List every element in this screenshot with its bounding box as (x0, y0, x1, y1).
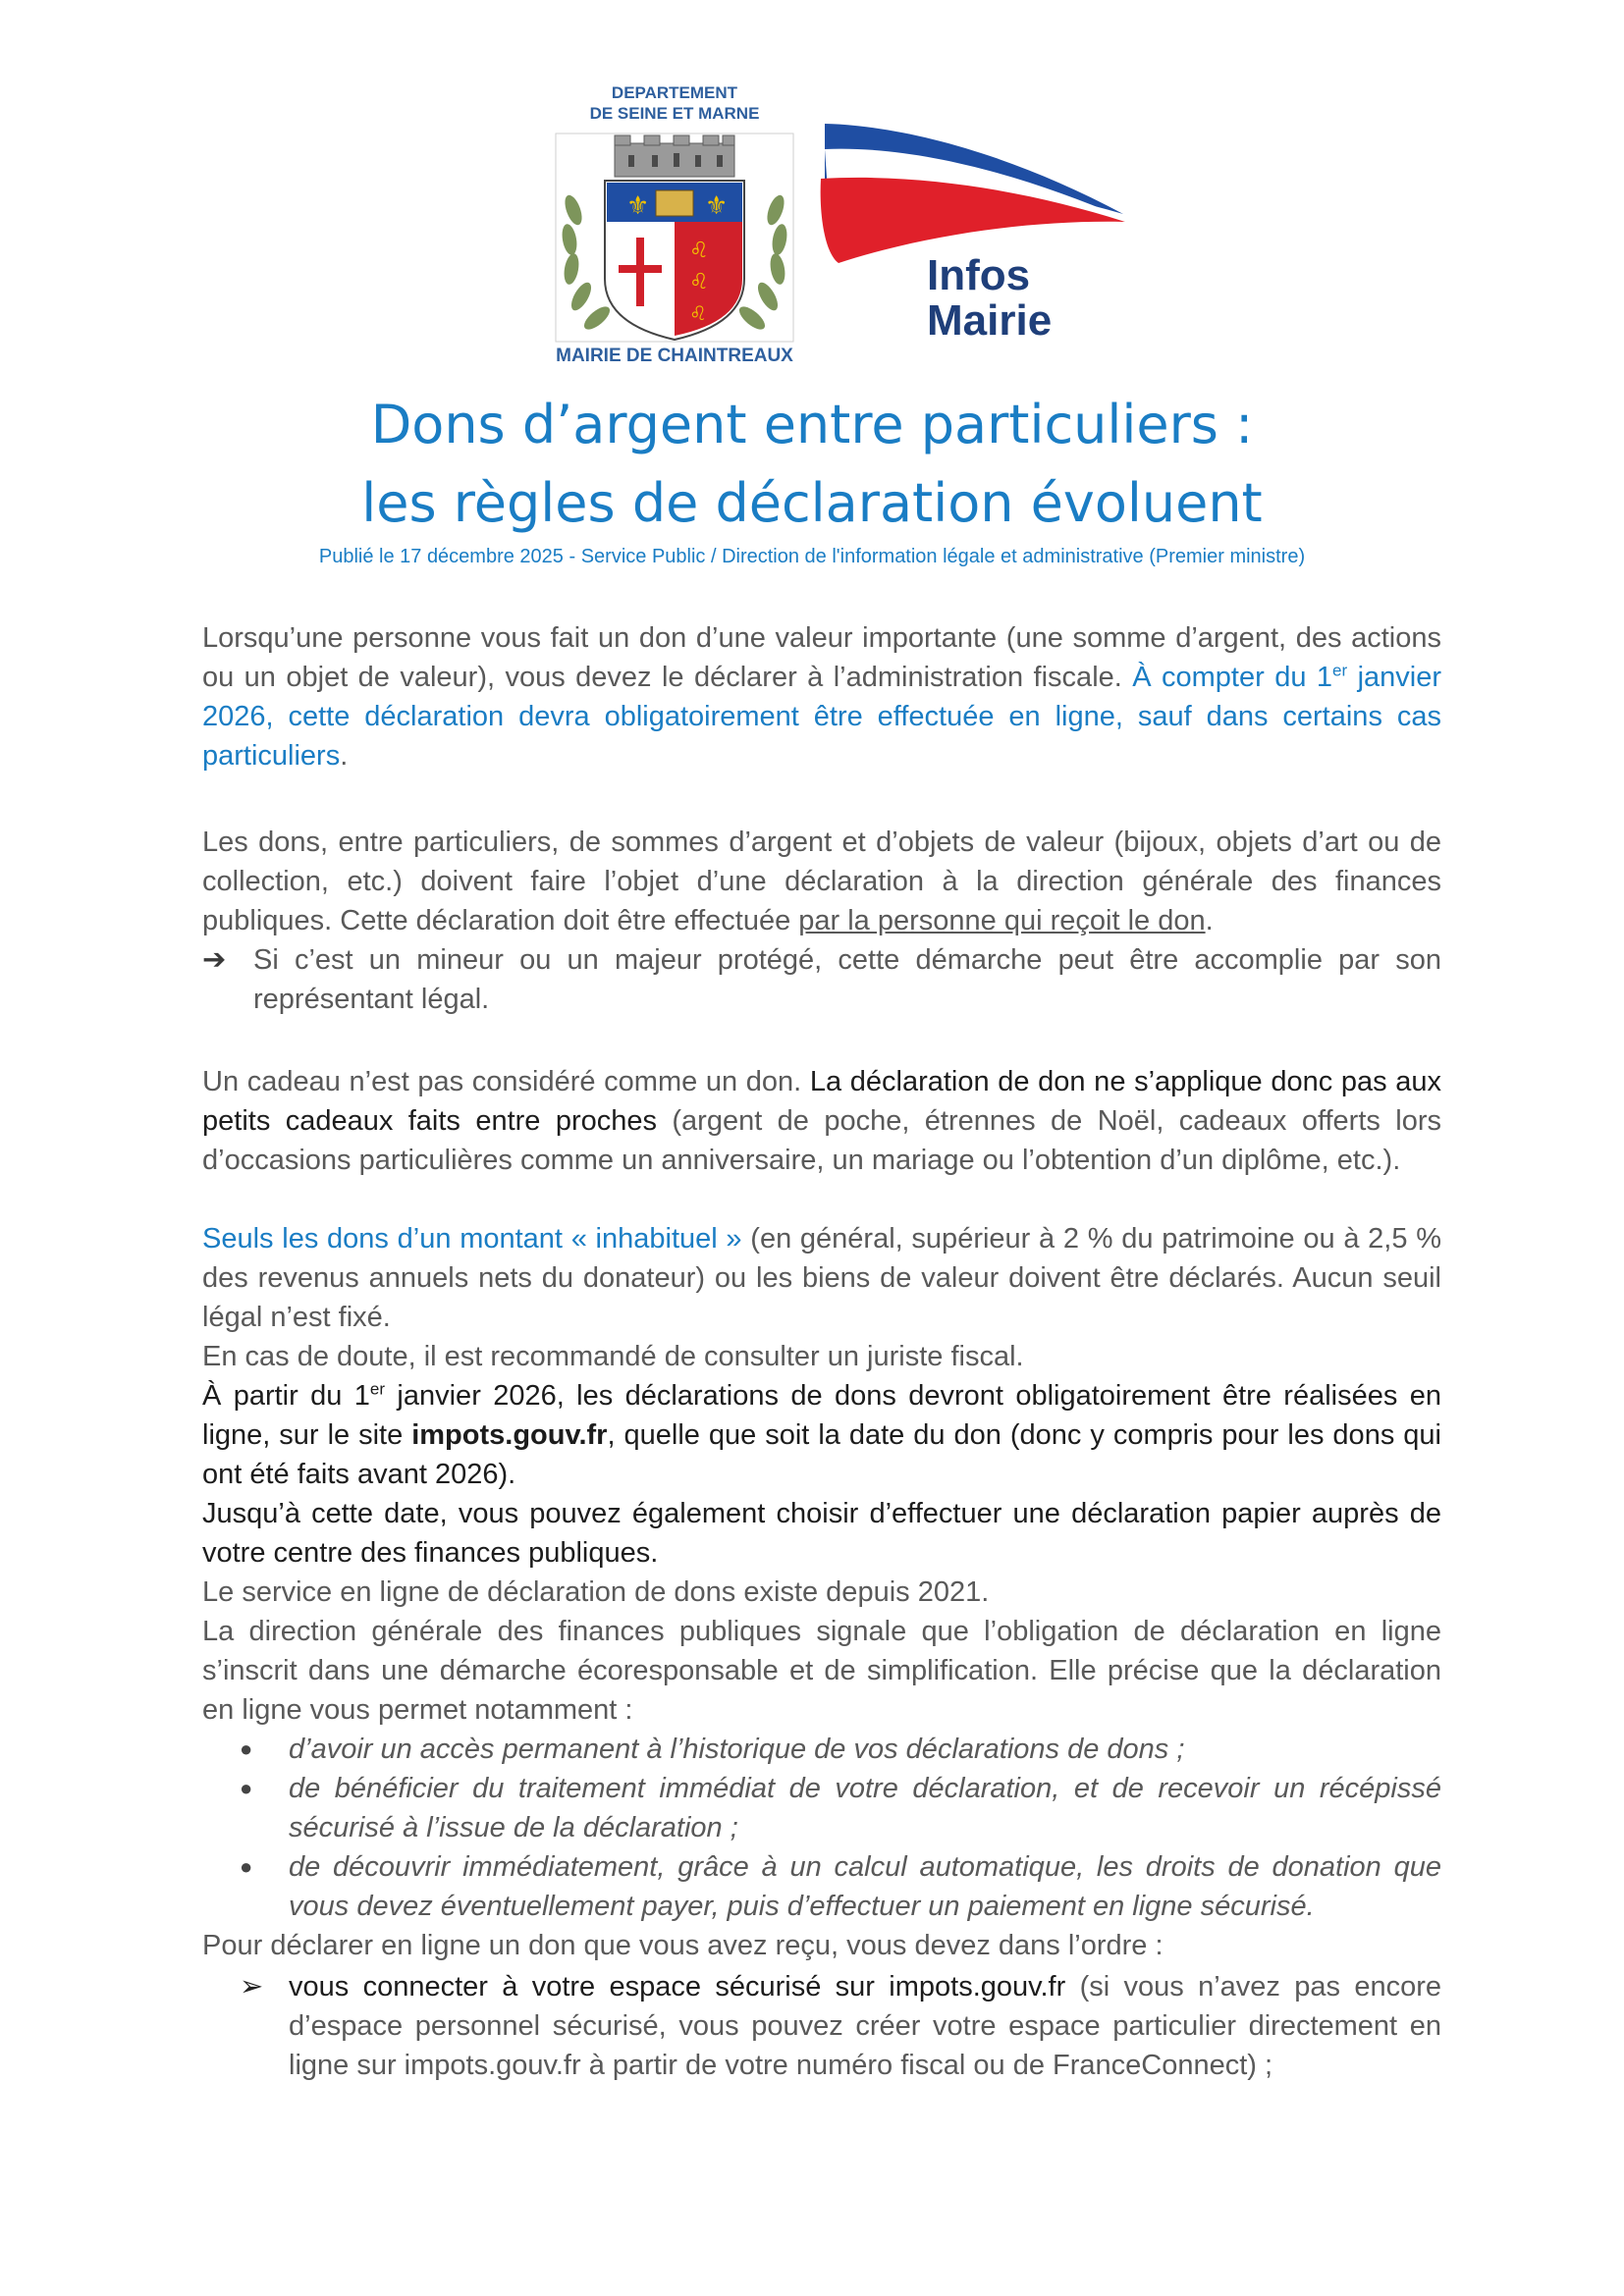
service-since-paragraph: Le service en ligne de déclaration de dons existe depuis 2021. (202, 1576, 990, 1608)
right-arrow-icon: ➔ (202, 944, 227, 976)
step-1-details: (si vous n’avez pas encore d’espace personnel sécurisé, vous pouvez créer votre espace particulier directement en ligne sur impots.gouv.fr à partir de votre numéro fiscal ou de FranceConnect) ; (289, 1971, 1442, 2081)
tricolor-swoosh-icon (817, 116, 1131, 263)
online-sup: er (369, 1379, 386, 1399)
online-text-mid: janvier 2026, les déclarations de dons devront obligatoirement être réalisées en ligne, sur le site (202, 1380, 1441, 1451)
gift-text: Un cadeau n’est pas considéré comme un don. (202, 1066, 810, 1097)
intro-highlight-sup: er (1332, 661, 1348, 680)
coat-of-arms-icon (550, 132, 799, 346)
municipal-crest-logo (542, 82, 807, 369)
declaration-text: Les dons, entre particuliers, de sommes d’argent et d’objets de valeur (bijoux, objets d’art ou de collection, etc.) doivent faire l’objet d’une déclaration à la direction générale des finances publiques. Cette déclaration doit être effectuée (202, 827, 1441, 936)
crest-department-label (542, 82, 807, 124)
svg-text:♌: ♌ (689, 239, 709, 263)
threshold-highlight: Seuls les dons d’un montant « inhabituel » (202, 1223, 742, 1255)
online-text-start: À partir du 1 (202, 1380, 370, 1412)
online-text-end: , quelle que soit la date du don (donc y compris pour les dons qui ont été faits avant 2026). (202, 1419, 1441, 1490)
intro-text: Lorsqu’une personne vous fait un don d’une valeur importante (une somme d’argent, des actions ou un objet de valeur), vous devez le déclarer à l’administration fiscale. (202, 622, 1441, 693)
threshold-paragraph (202, 1219, 1441, 1337)
dgfip-paragraph: La direction générale des finances publiques signale que l’obligation de déclaration en ligne s’inscrit dans une démarche écoresponsable et de simplification. Elle précise que la déclaration en ligne vous permet notamment : (202, 1616, 1441, 1726)
bullet-icon: ● (240, 1736, 253, 1761)
bullet-icon: ● (240, 1854, 253, 1879)
chevron-right-icon: ➢ (240, 1971, 264, 2002)
online-obligation-paragraph (202, 1376, 1441, 1494)
svg-text:⚜: ⚜ (705, 191, 729, 221)
threshold-text: (en général, supérieur à 2 % du patrimoine ou à 2,5 % des revenus annuels nets du donateur) ou les biens de valeur doivent être déclarés. Aucun seuil légal n’est fixé. (202, 1223, 1441, 1333)
crest-department-line1: DEPARTEMENT (611, 83, 738, 102)
gift-paragraph (202, 1062, 1441, 1180)
infos-wordmark-line2: Mairie (927, 296, 1053, 345)
benefit-text-3: de découvrir immédiatement, grâce à un calcul automatique, les droits de donation que vous devez éventuellement payer, puis d’effectuer un paiement en ligne sécurisé. (289, 1851, 1441, 1922)
page-title-line2: les règles de déclaration évoluent (361, 472, 1263, 534)
impots-site-link[interactable]: impots.gouv.fr (411, 1419, 608, 1451)
arrow-note (202, 940, 1441, 1019)
gift-examples: (argent de poche, étrennes de Noël, cadeaux offerts lors d’occasions particulières comme un anniversaire, un mariage ou l’obtention d’un diplôme, etc.). (202, 1105, 1442, 1176)
page-title-line1: Dons d’argent entre particuliers : (370, 394, 1254, 455)
svg-text:♌: ♌ (689, 270, 709, 294)
bullet-icon: ● (240, 1776, 253, 1800)
benefit-text-2: de bénéficier du traitement immédiat de votre déclaration, et de recevoir un récépissé sécurisé à l’issue de la déclaration ; (289, 1773, 1441, 1843)
steps-intro-paragraph: Pour déclarer en ligne un don que vous avez reçu, vous devez dans l’ordre : (202, 1930, 1164, 1961)
benefit-item (240, 1730, 1441, 1769)
crest-department-line2: DE SEINE ET MARNE (589, 104, 760, 123)
step-1-highlight: vous connecter à votre espace sécurisé sur impots.gouv.fr (289, 1971, 1066, 2002)
advice-paragraph: En cas de doute, il est recommandé de consulter un juriste fiscal. (202, 1341, 1024, 1372)
step-item (240, 1967, 1441, 2085)
intro-highlight-start: À compter du 1 (1132, 662, 1333, 693)
intro-highlight-end: janvier 2026, cette déclaration devra obligatoirement être effectuée en ligne, sauf dans certains cas particuliers (202, 662, 1441, 772)
infos-mairie-logo (817, 116, 1131, 351)
benefit-item (240, 1769, 1441, 1847)
arrow-note-text: Si c’est un mineur ou un majeur protégé, cette démarche peut être accomplie par son représentant légal. (253, 944, 1441, 1015)
benefit-text-1: d’avoir un accès permanent à l’historique de vos déclarations de dons ; (289, 1734, 1185, 1765)
declaration-paragraph (202, 823, 1441, 940)
infos-wordmark-line1: Infos (927, 251, 1031, 299)
benefit-item (240, 1847, 1441, 1926)
declaration-period: . (1205, 905, 1214, 936)
step-1-text (289, 1967, 1441, 2085)
paper-option-paragraph: Jusqu’à cette date, vous pouvez également choisir d’effectuer une déclaration papier auprès de votre centre des finances publiques. (202, 1498, 1441, 1569)
intro-period: . (340, 740, 349, 772)
intro-paragraph (202, 618, 1441, 775)
publication-source: Publié le 17 décembre 2025 - Service Public / Direction de l'information légale et administrative (Premier ministre) (318, 546, 1306, 567)
svg-text:⚜: ⚜ (626, 191, 650, 221)
infos-mairie-wordmark (927, 253, 1052, 344)
svg-text:♌: ♌ (689, 301, 707, 325)
crest-mairie-name: MAIRIE DE CHAINTREAUX (556, 346, 793, 366)
declaration-underlined: par la personne qui reçoit le don (798, 905, 1206, 936)
gift-highlight: La déclaration de don ne s’applique donc pas aux petits cadeaux faits entre proches (202, 1066, 1441, 1137)
